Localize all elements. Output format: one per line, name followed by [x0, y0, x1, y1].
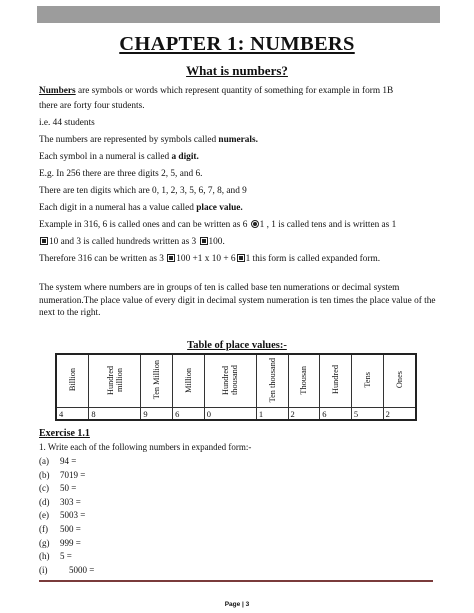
item-label: (g) [39, 537, 50, 548]
table-title: Table of place values:- [187, 340, 287, 351]
exercise-item [39, 551, 72, 562]
numerals-line [39, 134, 258, 146]
header-cell [89, 354, 141, 408]
therefore-text-b: 100 +1 x 10 + 6 [176, 254, 236, 264]
header-label: Hundred thousand [221, 365, 240, 395]
value-cell: 6 [173, 408, 205, 421]
header-cell [320, 354, 352, 408]
place-value-table [55, 353, 417, 421]
place-value-text: Each digit in a numeral has a value called [39, 203, 197, 213]
header-cell [204, 354, 256, 408]
numerals-text: The numbers are represented by symbols called [39, 135, 219, 145]
place-value-line [39, 202, 243, 214]
header-cell [56, 354, 89, 408]
item-text: 50 = [60, 483, 77, 494]
intro-term: Numbers [39, 86, 76, 96]
value-cell: 8 [89, 408, 141, 421]
top-banner-bar [37, 6, 440, 23]
intro-line-1 [39, 85, 393, 97]
item-label: (i) [39, 564, 48, 575]
exercise-item [39, 483, 76, 494]
item-label: (b) [39, 469, 50, 480]
header-label: Billion [68, 368, 78, 392]
multiply-symbol-icon [200, 237, 208, 245]
header-label: Hundred million [105, 365, 124, 395]
item-label: (f) [39, 524, 48, 534]
intro-rest: are symbols or words which represent quantity of something for example in form 1B [75, 86, 394, 96]
header-cell [256, 354, 288, 408]
value-cell: 6 [320, 408, 352, 421]
header-label: Million [183, 367, 193, 393]
section-subtitle: What is numbers? [186, 63, 288, 78]
footer-rule [39, 580, 433, 582]
item-label: (h) [39, 551, 50, 562]
item-text: 999 = [60, 537, 81, 548]
value-cell: 1 [256, 408, 288, 421]
item-label: (a) [39, 456, 49, 466]
therefore-text-a: Therefore 316 can be written as 3 [39, 254, 167, 264]
item-text: 7019 = [60, 469, 86, 480]
item-text: 303 = [60, 496, 81, 507]
value-cell: 4 [56, 408, 89, 421]
example-text-1a: Example in 316, 6 is called ones and can be written as 6 [39, 220, 250, 230]
exercise-item [39, 456, 76, 467]
exercise-item [39, 524, 81, 535]
therefore-line [39, 253, 380, 265]
exercise-item [39, 497, 81, 508]
ten-digits-line: There are ten digits which are 0, 1, 2, 3, 5, 6, 7, 8, and 9 [39, 186, 247, 196]
exercise-item [39, 565, 94, 576]
multiply-symbol-icon [251, 220, 259, 228]
header-label: Tens [362, 372, 372, 388]
example-text-1b: 1 , 1 is called tens and is written as 1 [259, 220, 397, 230]
digit-text: Each symbol in a numeral is called [39, 152, 172, 162]
exercise-item [39, 470, 85, 481]
page-number: Page | 3 [224, 601, 250, 608]
value-cell: 9 [141, 408, 173, 421]
value-cell: 2 [288, 408, 320, 421]
header-label: Ones [394, 371, 404, 389]
header-cell [351, 354, 383, 408]
header-label: Hundred [331, 365, 341, 395]
header-cell [173, 354, 205, 408]
chapter-title: CHAPTER 1: NUMBERS [119, 33, 355, 55]
exercise-question: 1. Write each of the following numbers in expanded form:- [39, 442, 252, 452]
place-value-term: place value. [196, 203, 243, 213]
eg-line: E.g. In 256 there are three digits 2, 5, and 6. [39, 169, 203, 179]
example-line-2 [39, 236, 225, 248]
example-text-2a: 10 and 3 is called hundreds written as 3 [49, 237, 199, 247]
header-cell [141, 354, 173, 408]
value-cell: 5 [351, 408, 383, 421]
header-label: Ten thousand [267, 357, 277, 403]
item-label: (c) [39, 483, 49, 494]
multiply-symbol-icon [237, 254, 245, 262]
item-label: (e) [39, 510, 49, 521]
table-values-row [56, 408, 416, 421]
numerals-term: numerals. [218, 135, 258, 145]
example-text-2b: 100. [208, 237, 225, 247]
value-cell: 2 [383, 408, 416, 421]
multiply-symbol-icon [167, 254, 175, 262]
item-label: (d) [39, 496, 50, 507]
exercise-item [39, 538, 81, 549]
digit-line [39, 151, 199, 163]
item-text: 94 = [60, 456, 77, 466]
header-label: Thousan [299, 365, 309, 395]
item-text: 5000 = [60, 564, 95, 575]
exercise-item [39, 510, 85, 521]
item-text: 5003 = [60, 510, 86, 521]
table-header-row [56, 354, 416, 408]
header-label: Ten Million [152, 360, 162, 400]
header-cell [288, 354, 320, 408]
value-cell: 0 [204, 408, 256, 421]
digit-term: a digit. [171, 152, 199, 162]
intro-line-2: there are forty four students. [39, 101, 145, 111]
multiply-symbol-icon [40, 237, 48, 245]
item-text: 500 = [60, 524, 81, 534]
exercise-title: Exercise 1.1 [39, 428, 90, 439]
header-cell [383, 354, 416, 408]
ie-line: i.e. 44 students [39, 118, 95, 128]
example-line-1 [39, 219, 396, 231]
decimal-system-paragraph: The system where numbers are in groups of ten is called base ten numerations or decimal system numeration.The place value of every digit in decimal system numeration is ten times the place value of the next to the right. [39, 283, 436, 318]
item-text: 5 = [60, 551, 72, 562]
therefore-text-c: 1 this form is called expanded form. [245, 254, 381, 264]
